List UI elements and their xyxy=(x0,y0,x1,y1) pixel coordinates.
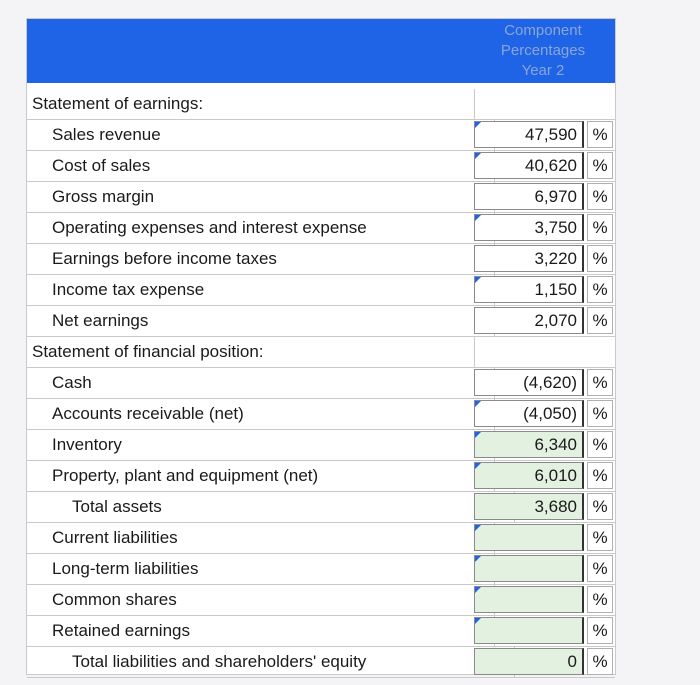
component-percentages-table xyxy=(26,18,616,675)
percent-sign: % xyxy=(587,431,613,458)
percentage-input[interactable] xyxy=(474,617,584,644)
row-label: Operating expenses and interest expense xyxy=(27,213,495,244)
row-label: Retained earnings xyxy=(27,616,495,647)
input-flag-icon xyxy=(475,587,481,593)
table-row xyxy=(27,554,615,585)
percent-sign: % xyxy=(587,493,613,520)
table-row xyxy=(27,368,615,399)
percent-sign: % xyxy=(587,245,613,272)
table-row xyxy=(27,89,615,120)
percent-sign: % xyxy=(587,276,613,303)
header-title-line: Year 2 xyxy=(521,62,565,79)
input-flag-icon xyxy=(475,277,481,283)
percent-sign: % xyxy=(587,121,613,148)
percent-sign: % xyxy=(587,400,613,427)
percentage-input[interactable] xyxy=(474,586,584,613)
percent-sign: % xyxy=(587,555,613,582)
row-label: Current liabilities xyxy=(27,523,495,554)
percentage-input[interactable] xyxy=(474,555,584,582)
percentage-input[interactable]: 3,680 xyxy=(474,493,584,520)
percent-sign: % xyxy=(587,648,613,675)
percent-sign: % xyxy=(587,586,613,613)
row-label: Total assets xyxy=(27,492,515,523)
percent-sign: % xyxy=(587,307,613,334)
percentage-input[interactable]: 2,070 xyxy=(474,307,584,334)
percentage-input[interactable]: 1,150 xyxy=(474,276,584,303)
table-row xyxy=(27,213,615,244)
input-flag-icon xyxy=(475,432,481,438)
header-blank-cell xyxy=(27,19,471,83)
header-title-line: Component xyxy=(504,22,582,39)
percentage-input[interactable]: 6,340 xyxy=(474,431,584,458)
table-row xyxy=(27,492,615,523)
row-label: Sales revenue xyxy=(27,120,495,151)
row-label: Accounts receivable (net) xyxy=(27,399,495,430)
input-flag-icon xyxy=(475,556,481,562)
percent-sign: % xyxy=(587,617,613,644)
input-flag-icon xyxy=(475,463,481,469)
percentage-input[interactable]: 3,220 xyxy=(474,245,584,272)
table-row xyxy=(27,399,615,430)
percentage-input[interactable]: 47,590 xyxy=(474,121,584,148)
section-label: Statement of earnings: xyxy=(27,89,475,120)
percent-sign: % xyxy=(587,369,613,396)
input-flag-icon xyxy=(475,618,481,624)
column-header-component-percentages xyxy=(471,19,615,83)
row-label: Total liabilities and shareholders' equity xyxy=(27,647,515,678)
table-row xyxy=(27,461,615,492)
row-label: Long-term liabilities xyxy=(27,554,495,585)
percent-sign: % xyxy=(587,462,613,489)
percent-sign: % xyxy=(587,524,613,551)
row-label: Cost of sales xyxy=(27,151,495,182)
empty-cell xyxy=(471,89,615,120)
percent-sign: % xyxy=(587,214,613,241)
row-label: Earnings before income taxes xyxy=(27,244,495,275)
row-label: Gross margin xyxy=(27,182,495,213)
percentage-input[interactable]: (4,620) xyxy=(474,369,584,396)
section-label: Statement of financial position: xyxy=(27,337,475,368)
percent-sign: % xyxy=(587,183,613,210)
table-row xyxy=(27,275,615,306)
row-label: Property, plant and equipment (net) xyxy=(27,461,495,492)
input-flag-icon xyxy=(475,401,481,407)
percentage-input[interactable]: 3,750 xyxy=(474,214,584,241)
percentage-input[interactable]: (4,050) xyxy=(474,400,584,427)
table-row xyxy=(27,306,615,337)
table-row xyxy=(27,151,615,182)
table-row xyxy=(27,430,615,461)
input-flag-icon xyxy=(475,153,481,159)
table-row xyxy=(27,337,615,368)
empty-cell xyxy=(471,337,615,368)
table-row xyxy=(27,120,615,151)
row-label: Inventory xyxy=(27,430,495,461)
percentage-input[interactable]: 6,010 xyxy=(474,462,584,489)
percentage-input[interactable]: 6,970 xyxy=(474,183,584,210)
row-label: Cash xyxy=(27,368,495,399)
table-row xyxy=(27,523,615,554)
row-label: Common shares xyxy=(27,585,495,616)
header-title-line: Percentages xyxy=(500,42,586,59)
input-flag-icon xyxy=(475,525,481,531)
percentage-input[interactable]: 40,620 xyxy=(474,152,584,179)
input-flag-icon xyxy=(475,122,481,128)
input-flag-icon xyxy=(475,215,481,221)
percentage-input[interactable]: 0 xyxy=(474,648,584,675)
table-row xyxy=(27,182,615,213)
row-label: Income tax expense xyxy=(27,275,495,306)
table-row xyxy=(27,616,615,647)
row-label: Net earnings xyxy=(27,306,495,337)
table-row xyxy=(27,585,615,616)
percent-sign: % xyxy=(587,152,613,179)
percentage-input[interactable] xyxy=(474,524,584,551)
table-row xyxy=(27,647,615,678)
table-row xyxy=(27,244,615,275)
